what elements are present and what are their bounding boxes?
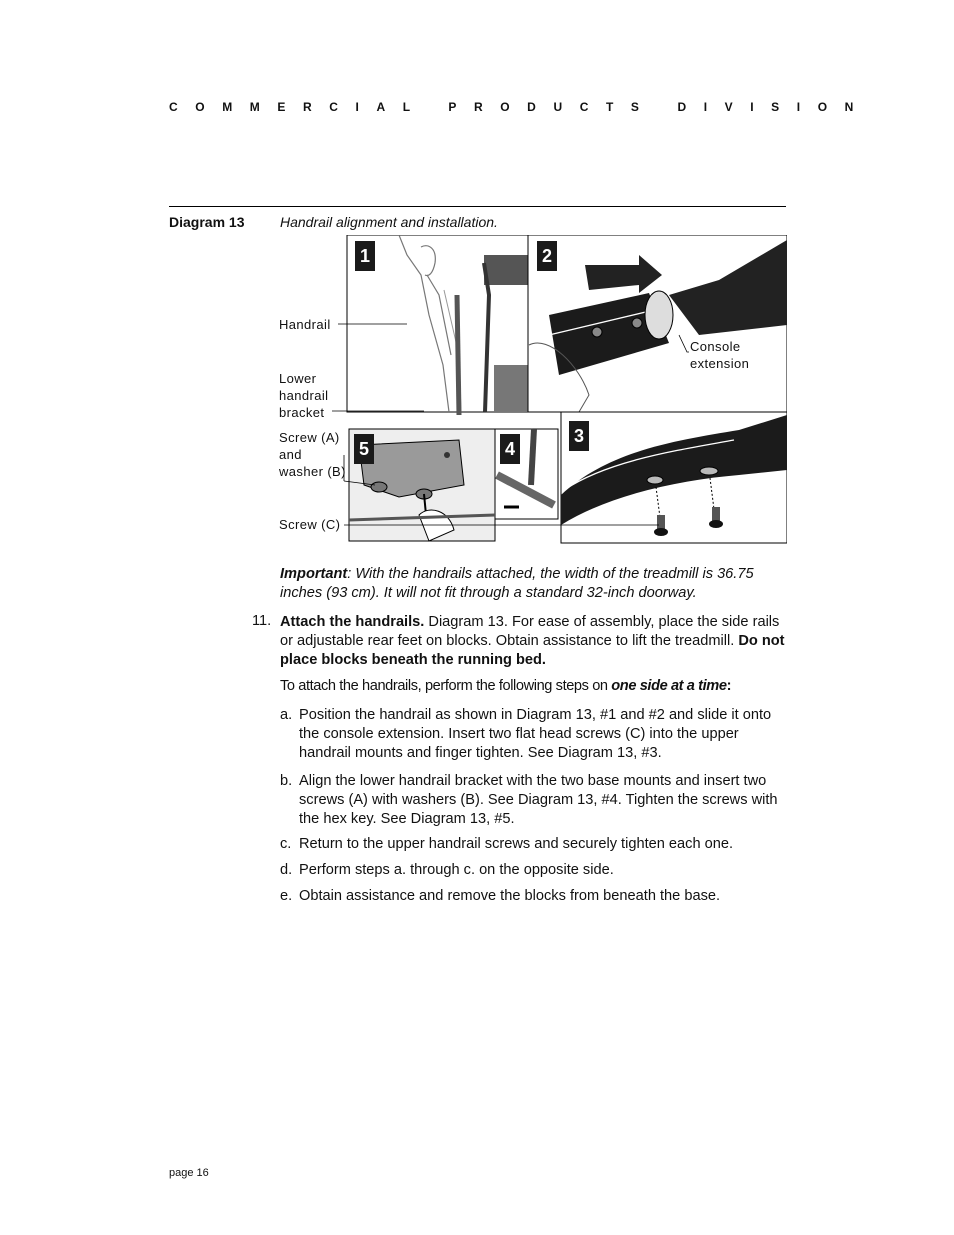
- steps-intro: To attach the handrails, perform the following steps on one side at a time:: [280, 678, 732, 694]
- panel-3-number: 3: [569, 421, 589, 451]
- step-title: Attach the handrails.: [280, 614, 425, 630]
- callout-handrail: Handrail: [279, 317, 331, 332]
- panel-2-illustration: [528, 235, 787, 412]
- figure-illustration: [279, 235, 787, 545]
- important-lead: Important: [280, 566, 348, 582]
- callout-lower-handrail-bracket: Lower handrail bracket: [279, 371, 329, 420]
- substep-a: a. Position the handrail as shown in Diagram 13, #1 and #2 and slide it onto the console extension. Insert two flat head screws (C) into the upper handrail mounts and finger tighten. See Diagram 13, #3.: [280, 707, 772, 761]
- substep-d: d. Perform steps a. through c. on the opposite side.: [280, 862, 614, 878]
- important-note: [280, 565, 786, 603]
- panel-3-illustration: [561, 412, 787, 543]
- substep-b: b. Align the lower handrail bracket with the two base mounts and insert two screws (A) with washers (B). See Diagram 13, #4. Tighten the screws with the hex key. See Diagram 13, #5.: [280, 773, 778, 827]
- step-number: 11.: [252, 613, 272, 629]
- page-number: page 16: [169, 1167, 209, 1179]
- diagram-caption: Handrail alignment and installation.: [280, 214, 498, 230]
- panel-5-number: 5: [354, 434, 374, 464]
- callout-screw-a-washer-b: Screw (A) and washer (B): [279, 430, 346, 479]
- substep-e: e. Obtain assistance and remove the blocks from beneath the base.: [280, 888, 721, 904]
- important-text: : With the handrails attached, the width of the treadmill is 36.75 inches (93 cm). It will not fit through a standard 32-inch doorway.: [280, 566, 754, 601]
- panel-1-number: 1: [355, 241, 375, 271]
- running-header: COMMERCIAL PRODUCTS DIVISION: [169, 100, 871, 114]
- callout-screw-c: Screw (C): [279, 517, 341, 532]
- panel-4-number: 4: [500, 434, 520, 464]
- step-11: [280, 613, 786, 670]
- callout-console-extension: Console extension: [690, 339, 750, 371]
- diagram-label: Diagram 13: [169, 214, 245, 230]
- panel-2-number: 2: [537, 241, 557, 271]
- section-rule: [169, 206, 786, 207]
- step-body: Diagram 13. For ease of assembly, place the side rails or adjustable rear feet on blocks. Obtain assistance to lift the treadmill.: [280, 614, 780, 649]
- substep-c: c. Return to the upper handrail screws and securely tighten each one.: [280, 836, 734, 852]
- intro-emphasis: one side at a time: [611, 678, 727, 694]
- step-warning: Do not place blocks beneath the running bed.: [280, 633, 785, 668]
- handrail-installation-figure: [279, 235, 787, 545]
